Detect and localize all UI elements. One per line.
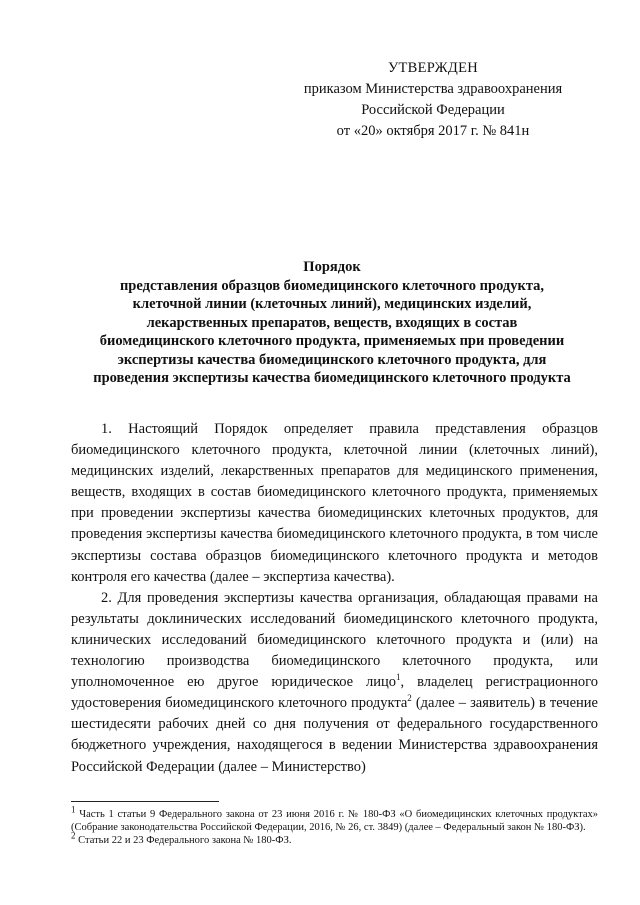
- document-body: [71, 419, 598, 778]
- footnotes: [71, 804, 598, 847]
- approval-title: УТВЕРЖДЕН: [387, 60, 479, 76]
- footnote-ref-1[interactable]: 1: [396, 672, 401, 683]
- approval-order-line: приказом Министерства здравоохранения: [303, 81, 563, 97]
- footnote-1-number: 1: [71, 804, 76, 815]
- paragraph-2-text-a: 2. Для проведения экспертизы качества организация, обладающая правами на результаты доклинических исследований биомедицинского клеточного продукта, клинических исследований биомедицинского клеточного продукта и (или) на технологию производства биомедицинского клеточного продукта, или уполномоченное ею другое юридическое лицо: [71, 589, 598, 691]
- document-title-line: лекарственных препаратов, веществ, входящих в состав: [146, 314, 518, 331]
- footnote-ref-2[interactable]: 2: [407, 693, 412, 704]
- paragraph-1: 1. Настоящий Порядок определяет правила представления образцов биомедицинского клеточного продукта, клеточной линии (клеточных линий), медицинских изделий, лекарственных препаратов для медицинского применения, веществ, входящих в состав биомедицинского клеточного продукта, применяемых при проведении экспертизы качества биомедицинских клеточных продуктов, для проведения экспертизы качества биомедицинского клеточного продукта, в том числе экспертизы состава образцов биомедицинского клеточного продукта и методов контроля его качества (далее – экспертиза качества).: [71, 421, 598, 585]
- document-title-line: представления образцов биомедицинского клеточного продукта,: [119, 277, 545, 294]
- footnote-2-number: 2: [71, 830, 76, 841]
- footnote-2: [71, 830, 598, 847]
- footnote-1-text: Часть 1 статьи 9 Федерального закона от 23 июня 2016 г. № 180-ФЗ «О биомедицинских клеточных продуктах» (Собрание законодательства Российской Федерации, 2016, № 26, ст. 3849) (далее – Федеральный закон № 180-ФЗ).: [71, 809, 598, 833]
- approval-block: [268, 58, 598, 142]
- document-title: [66, 258, 598, 388]
- footnote-separator: [71, 801, 219, 802]
- paragraph-2-text-b: , владелец регистрационного удостоверения биомедицинского клеточного продукта: [71, 674, 598, 712]
- document-title-line: проведения экспертизы качества биомедицинского клеточного продукта: [93, 370, 571, 386]
- document-title-line: биомедицинского клеточного продукта, применяемых при проведении: [99, 333, 565, 349]
- paragraph-2: [71, 588, 598, 778]
- document-title-line: экспертизы качества биомедицинского клеточного продукта, для: [117, 351, 547, 368]
- approval-date-line: от «20» октября 2017 г. № 841н: [336, 123, 530, 139]
- paragraph-2-text-c: (далее – заявитель) в течение шестидесяти рабочих дней со дня получения от федерального государственного бюджетного учреждения, находящегося в ведении Министерства здравоохранения Российской Федерации (далее – Министерство): [71, 695, 598, 775]
- approval-country-line: Российской Федерации: [361, 102, 505, 118]
- document-title-line: клеточной линии (клеточных линий), медицинских изделий,: [132, 296, 532, 312]
- footnote-1: [71, 804, 598, 834]
- document-heading: Порядок: [303, 259, 361, 275]
- footnote-2-text: Статьи 22 и 23 Федерального закона № 180-ФЗ.: [75, 835, 292, 846]
